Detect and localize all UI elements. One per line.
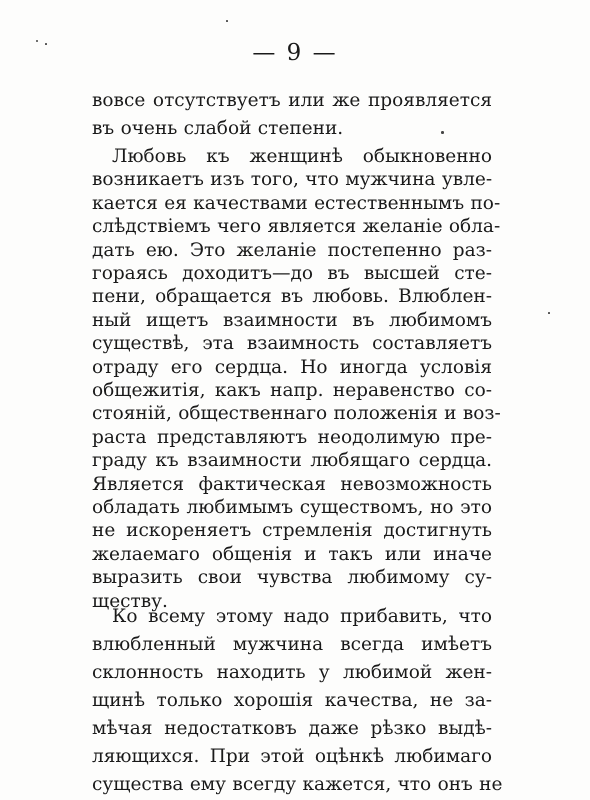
text-line: гораясь доходитъ—до въ высшей сте-: [92, 263, 492, 284]
text-line: Ко всему этому надо прибавить, что: [112, 606, 492, 627]
paper-speck: [226, 20, 228, 22]
text-line: Любовь къ женщинѣ обыкновенно: [112, 146, 492, 167]
paper-speck: [441, 131, 444, 134]
text-line: не искореняетъ стремленія достигнуть: [92, 520, 492, 542]
text-line: возникаетъ изъ того, что мужчина увле-: [92, 169, 493, 191]
text-line: ляющихся. При этой оцѣнкѣ любимаго: [92, 746, 492, 767]
paper-speck: [36, 40, 38, 42]
paper-speck: [548, 312, 550, 314]
text-line: слѣдствіемъ чего является желаніе обла-: [92, 216, 501, 238]
text-line: склонность находить у любимой жен-: [92, 662, 492, 683]
text-line: дать ею. Это желаніе постепенно раз-: [92, 239, 492, 261]
text-line: мѣчая недостатковъ даже рѣзко выдѣ-: [92, 718, 492, 739]
text-line: вовсе отсутствуетъ или же проявляется: [92, 90, 492, 111]
text-line: ществу.: [92, 590, 168, 612]
text-line: обладать любимымъ существомъ, но это: [92, 497, 492, 518]
text-line: въ очень слабой степени.: [92, 118, 344, 139]
text-line: желаемаго общенія и такъ или иначе: [92, 543, 492, 565]
page-number: — 9 —: [252, 40, 338, 66]
text-line: влюбленный мужчина всегда имѣетъ: [92, 634, 492, 655]
paper-speck: [45, 43, 47, 45]
text-line: существа ему всегду кажется, что онъ не: [92, 774, 503, 795]
text-line: раста представляютъ неодолимую пре-: [92, 426, 492, 448]
text-line: выразить свои чувства любимому су-: [92, 567, 492, 589]
text-line: стояній, общественнаго положенія и воз-: [92, 403, 501, 425]
text-line: кается ея качествами естественнымъ по-: [92, 192, 501, 214]
text-line: существѣ, эта взаимность составляетъ: [92, 333, 492, 355]
text-line: пени, обращается въ любовь. Влюблен-: [92, 286, 492, 308]
text-line: Является фактическая невозможность: [92, 473, 492, 495]
text-line: граду къ взаимности любящаго сердца.: [92, 450, 492, 472]
text-line: щинѣ только хорошія качества, не за-: [92, 690, 492, 711]
text-line: общежитія, какъ напр. неравенство со-: [92, 380, 492, 401]
text-line: отраду его сердца. Но иногда условія: [92, 356, 492, 378]
text-line: ный ищетъ взаимности въ любимомъ: [92, 309, 492, 331]
